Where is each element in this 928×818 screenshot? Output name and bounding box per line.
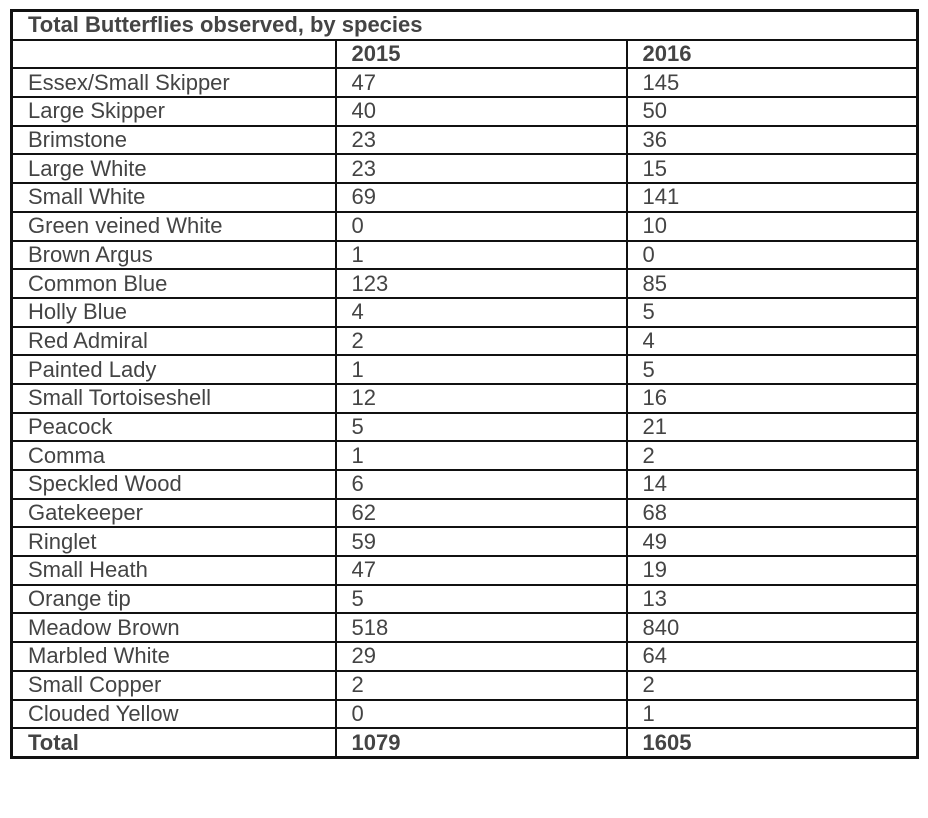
header-row (12, 40, 918, 69)
count-2016-cell: 16 (627, 384, 918, 413)
count-2016-cell: 145 (627, 68, 918, 97)
table-row (12, 527, 918, 556)
count-2016-cell: 21 (627, 413, 918, 442)
count-2015-cell: 1 (336, 355, 627, 384)
header-2015: 2015 (336, 40, 627, 69)
total-2016: 1605 (627, 728, 918, 757)
table-row (12, 126, 918, 155)
table-row (12, 700, 918, 729)
count-2015-cell: 123 (336, 269, 627, 298)
count-2016-cell: 840 (627, 613, 918, 642)
species-cell: Peacock (12, 413, 336, 442)
table-row (12, 68, 918, 97)
table-row (12, 384, 918, 413)
count-2016-cell: 64 (627, 642, 918, 671)
header-2016: 2016 (627, 40, 918, 69)
table-row (12, 613, 918, 642)
count-2015-cell: 40 (336, 97, 627, 126)
table-row (12, 97, 918, 126)
total-row (12, 728, 918, 757)
count-2016-cell: 1 (627, 700, 918, 729)
table-row (12, 269, 918, 298)
count-2015-cell: 5 (336, 585, 627, 614)
count-2015-cell: 62 (336, 499, 627, 528)
species-cell: Common Blue (12, 269, 336, 298)
count-2016-cell: 49 (627, 527, 918, 556)
species-cell: Holly Blue (12, 298, 336, 327)
species-cell: Ringlet (12, 527, 336, 556)
table-row (12, 413, 918, 442)
species-cell: Small White (12, 183, 336, 212)
count-2015-cell: 12 (336, 384, 627, 413)
count-2016-cell: 0 (627, 241, 918, 270)
header-species (12, 40, 336, 69)
species-cell: Red Admiral (12, 327, 336, 356)
table-row (12, 556, 918, 585)
count-2015-cell: 4 (336, 298, 627, 327)
count-2015-cell: 2 (336, 671, 627, 700)
count-2016-cell: 15 (627, 154, 918, 183)
count-2015-cell: 0 (336, 212, 627, 241)
species-cell: Small Copper (12, 671, 336, 700)
title-row (12, 11, 918, 40)
count-2016-cell: 85 (627, 269, 918, 298)
species-cell: Small Tortoiseshell (12, 384, 336, 413)
table-row (12, 355, 918, 384)
count-2016-cell: 5 (627, 298, 918, 327)
species-cell: Meadow Brown (12, 613, 336, 642)
count-2015-cell: 0 (336, 700, 627, 729)
count-2015-cell: 69 (336, 183, 627, 212)
species-cell: Orange tip (12, 585, 336, 614)
count-2015-cell: 47 (336, 68, 627, 97)
table-row (12, 241, 918, 270)
count-2015-cell: 2 (336, 327, 627, 356)
count-2016-cell: 19 (627, 556, 918, 585)
table-row (12, 327, 918, 356)
species-cell: Brimstone (12, 126, 336, 155)
table-row (12, 671, 918, 700)
total-2015: 1079 (336, 728, 627, 757)
table-row (12, 499, 918, 528)
count-2015-cell: 47 (336, 556, 627, 585)
species-cell: Clouded Yellow (12, 700, 336, 729)
count-2016-cell: 10 (627, 212, 918, 241)
count-2015-cell: 23 (336, 126, 627, 155)
table-row (12, 212, 918, 241)
count-2015-cell: 518 (336, 613, 627, 642)
count-2015-cell: 5 (336, 413, 627, 442)
count-2016-cell: 36 (627, 126, 918, 155)
species-cell: Large Skipper (12, 97, 336, 126)
count-2016-cell: 5 (627, 355, 918, 384)
count-2016-cell: 2 (627, 441, 918, 470)
species-cell: Speckled Wood (12, 470, 336, 499)
butterfly-table (10, 9, 919, 759)
table-title: Total Butterflies observed, by species (12, 11, 918, 40)
species-cell: Green veined White (12, 212, 336, 241)
species-cell: Brown Argus (12, 241, 336, 270)
species-cell: Essex/Small Skipper (12, 68, 336, 97)
count-2016-cell: 4 (627, 327, 918, 356)
count-2016-cell: 68 (627, 499, 918, 528)
table-row (12, 298, 918, 327)
species-cell: Large White (12, 154, 336, 183)
total-label: Total (12, 728, 336, 757)
species-cell: Comma (12, 441, 336, 470)
table-body (12, 11, 918, 758)
table-row (12, 183, 918, 212)
count-2016-cell: 141 (627, 183, 918, 212)
table-row (12, 642, 918, 671)
count-2015-cell: 1 (336, 441, 627, 470)
count-2015-cell: 59 (336, 527, 627, 556)
table-row (12, 470, 918, 499)
count-2015-cell: 1 (336, 241, 627, 270)
count-2016-cell: 13 (627, 585, 918, 614)
count-2016-cell: 50 (627, 97, 918, 126)
count-2015-cell: 29 (336, 642, 627, 671)
count-2015-cell: 6 (336, 470, 627, 499)
count-2015-cell: 23 (336, 154, 627, 183)
table-row (12, 441, 918, 470)
table-row (12, 154, 918, 183)
species-cell: Marbled White (12, 642, 336, 671)
species-cell: Gatekeeper (12, 499, 336, 528)
count-2016-cell: 2 (627, 671, 918, 700)
count-2016-cell: 14 (627, 470, 918, 499)
table-row (12, 585, 918, 614)
species-cell: Painted Lady (12, 355, 336, 384)
species-cell: Small Heath (12, 556, 336, 585)
